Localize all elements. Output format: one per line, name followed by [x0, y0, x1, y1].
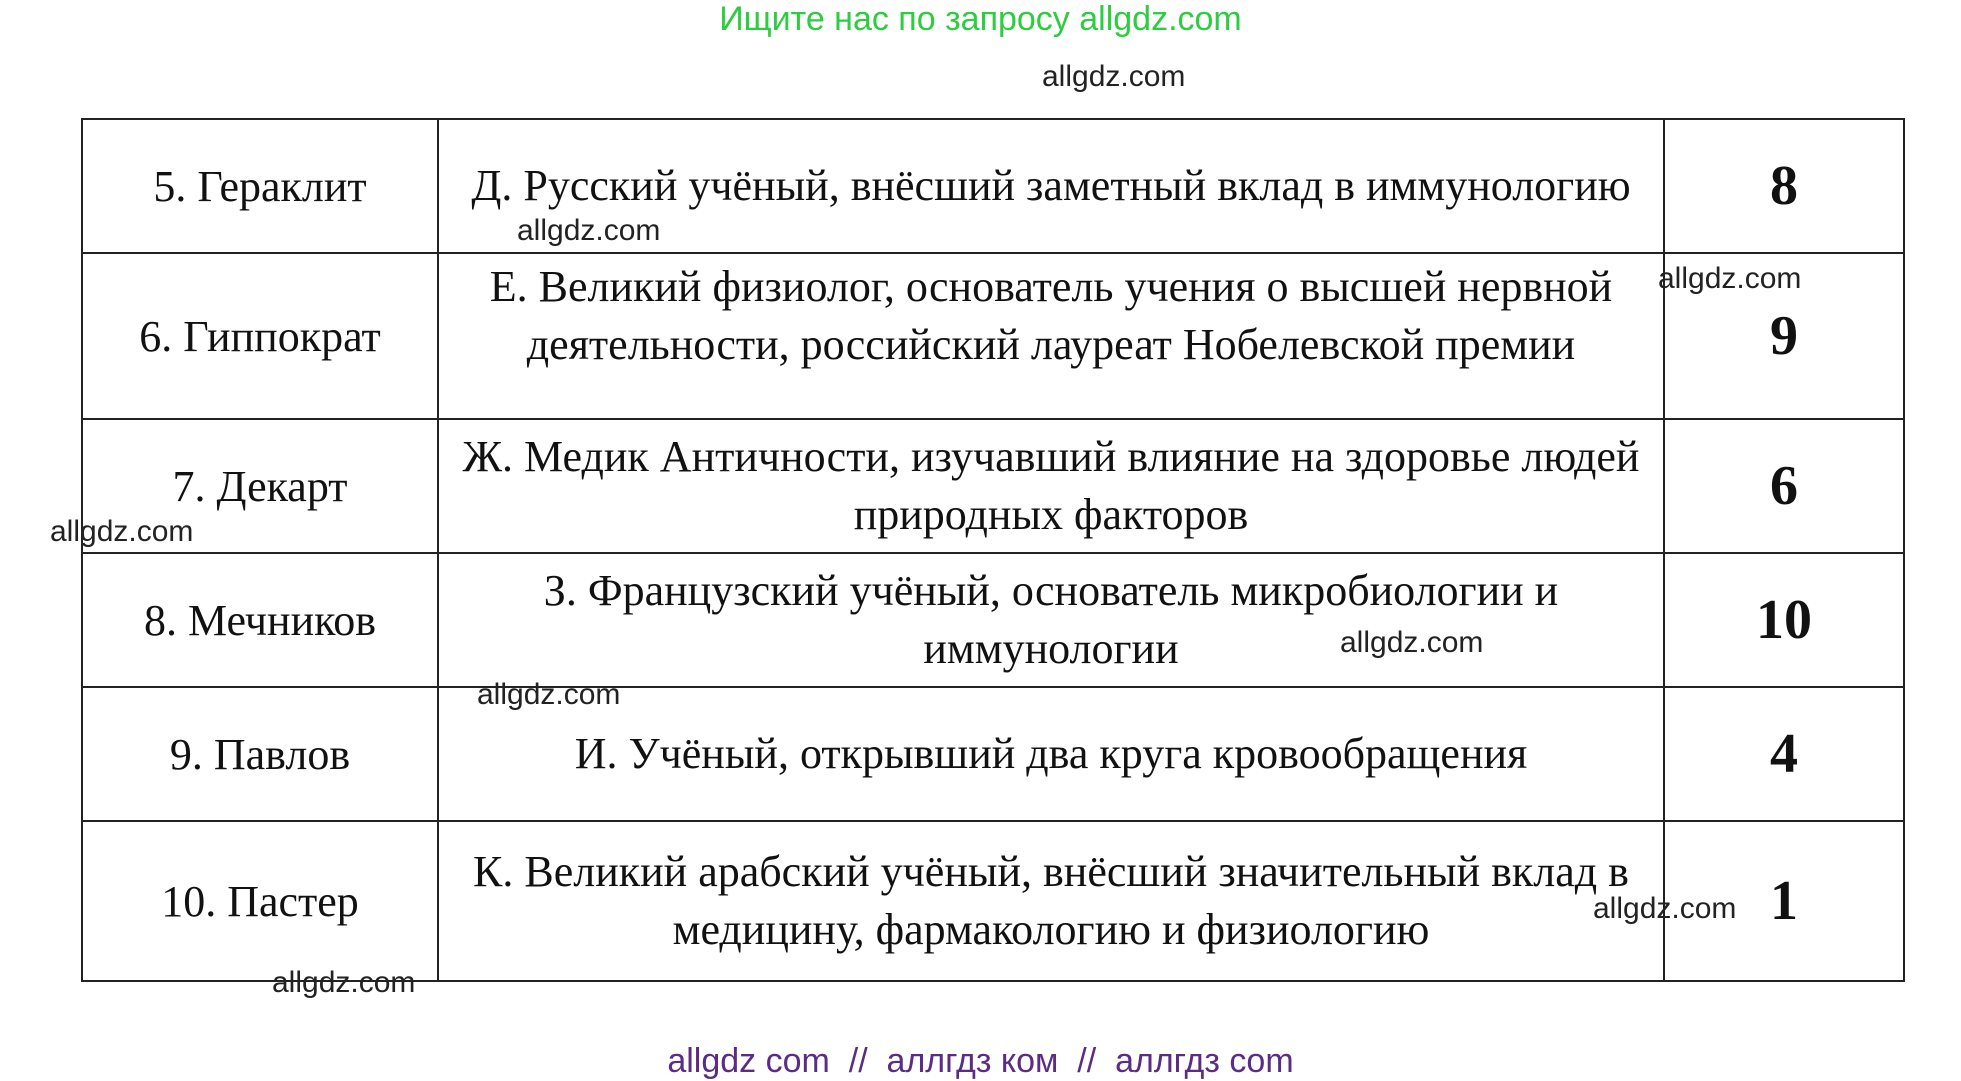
table-row	[82, 553, 1904, 687]
promo-header: Ищите нас по запросу allgdz.com	[719, 0, 1242, 38]
answer-number: 10	[1664, 553, 1904, 687]
watermark: allgdz.com	[1340, 626, 1484, 659]
description-cell: И. Учёный, открывший два круга кровообращения	[438, 687, 1664, 821]
watermark: allgdz.com	[517, 214, 661, 247]
table-row	[82, 419, 1904, 553]
answer-number: 4	[1664, 687, 1904, 821]
description-cell: Д. Русский учёный, внёсший заметный вклад в иммунологию	[438, 119, 1664, 253]
answer-number: 6	[1664, 419, 1904, 553]
table-row	[82, 253, 1904, 419]
watermark: allgdz.com	[477, 678, 621, 711]
watermark: allgdz.com	[1042, 60, 1186, 93]
scientist-name: 6. Гиппократ	[82, 253, 438, 419]
answer-number: 9	[1664, 253, 1904, 419]
answer-number: 1	[1664, 821, 1904, 981]
watermark: allgdz.com	[272, 966, 416, 999]
watermark: allgdz.com	[1658, 262, 1802, 295]
watermark: allgdz.com	[50, 515, 194, 548]
answer-number: 8	[1664, 119, 1904, 253]
scientist-name: 9. Павлов	[82, 687, 438, 821]
description-cell: З. Французский учёный, основатель микробиологии и иммунологии	[438, 553, 1664, 687]
table-row	[82, 119, 1904, 253]
description-cell: Ж. Медик Античности, изучавший влияние на здоровье людей природных факторов	[438, 419, 1664, 553]
table-row	[82, 687, 1904, 821]
matching-table	[81, 118, 1905, 982]
scientist-name: 10. Пастер	[82, 821, 438, 981]
scientist-name: 5. Гераклит	[82, 119, 438, 253]
description-cell: К. Великий арабский учёный, внёсший значительный вклад в медицину, фармакологию и физиологию	[438, 821, 1664, 981]
watermark: allgdz.com	[1593, 892, 1737, 925]
description-cell: Е. Великий физиолог, основатель учения о высшей нервной деятельности, российский лауреат Нобелевской премии	[438, 253, 1664, 419]
scientist-name: 8. Мечников	[82, 553, 438, 687]
footer-links: allgdz com // аллгдз ком // аллгдз com	[667, 1042, 1294, 1080]
scientist-name: 7. Декарт	[82, 419, 438, 553]
